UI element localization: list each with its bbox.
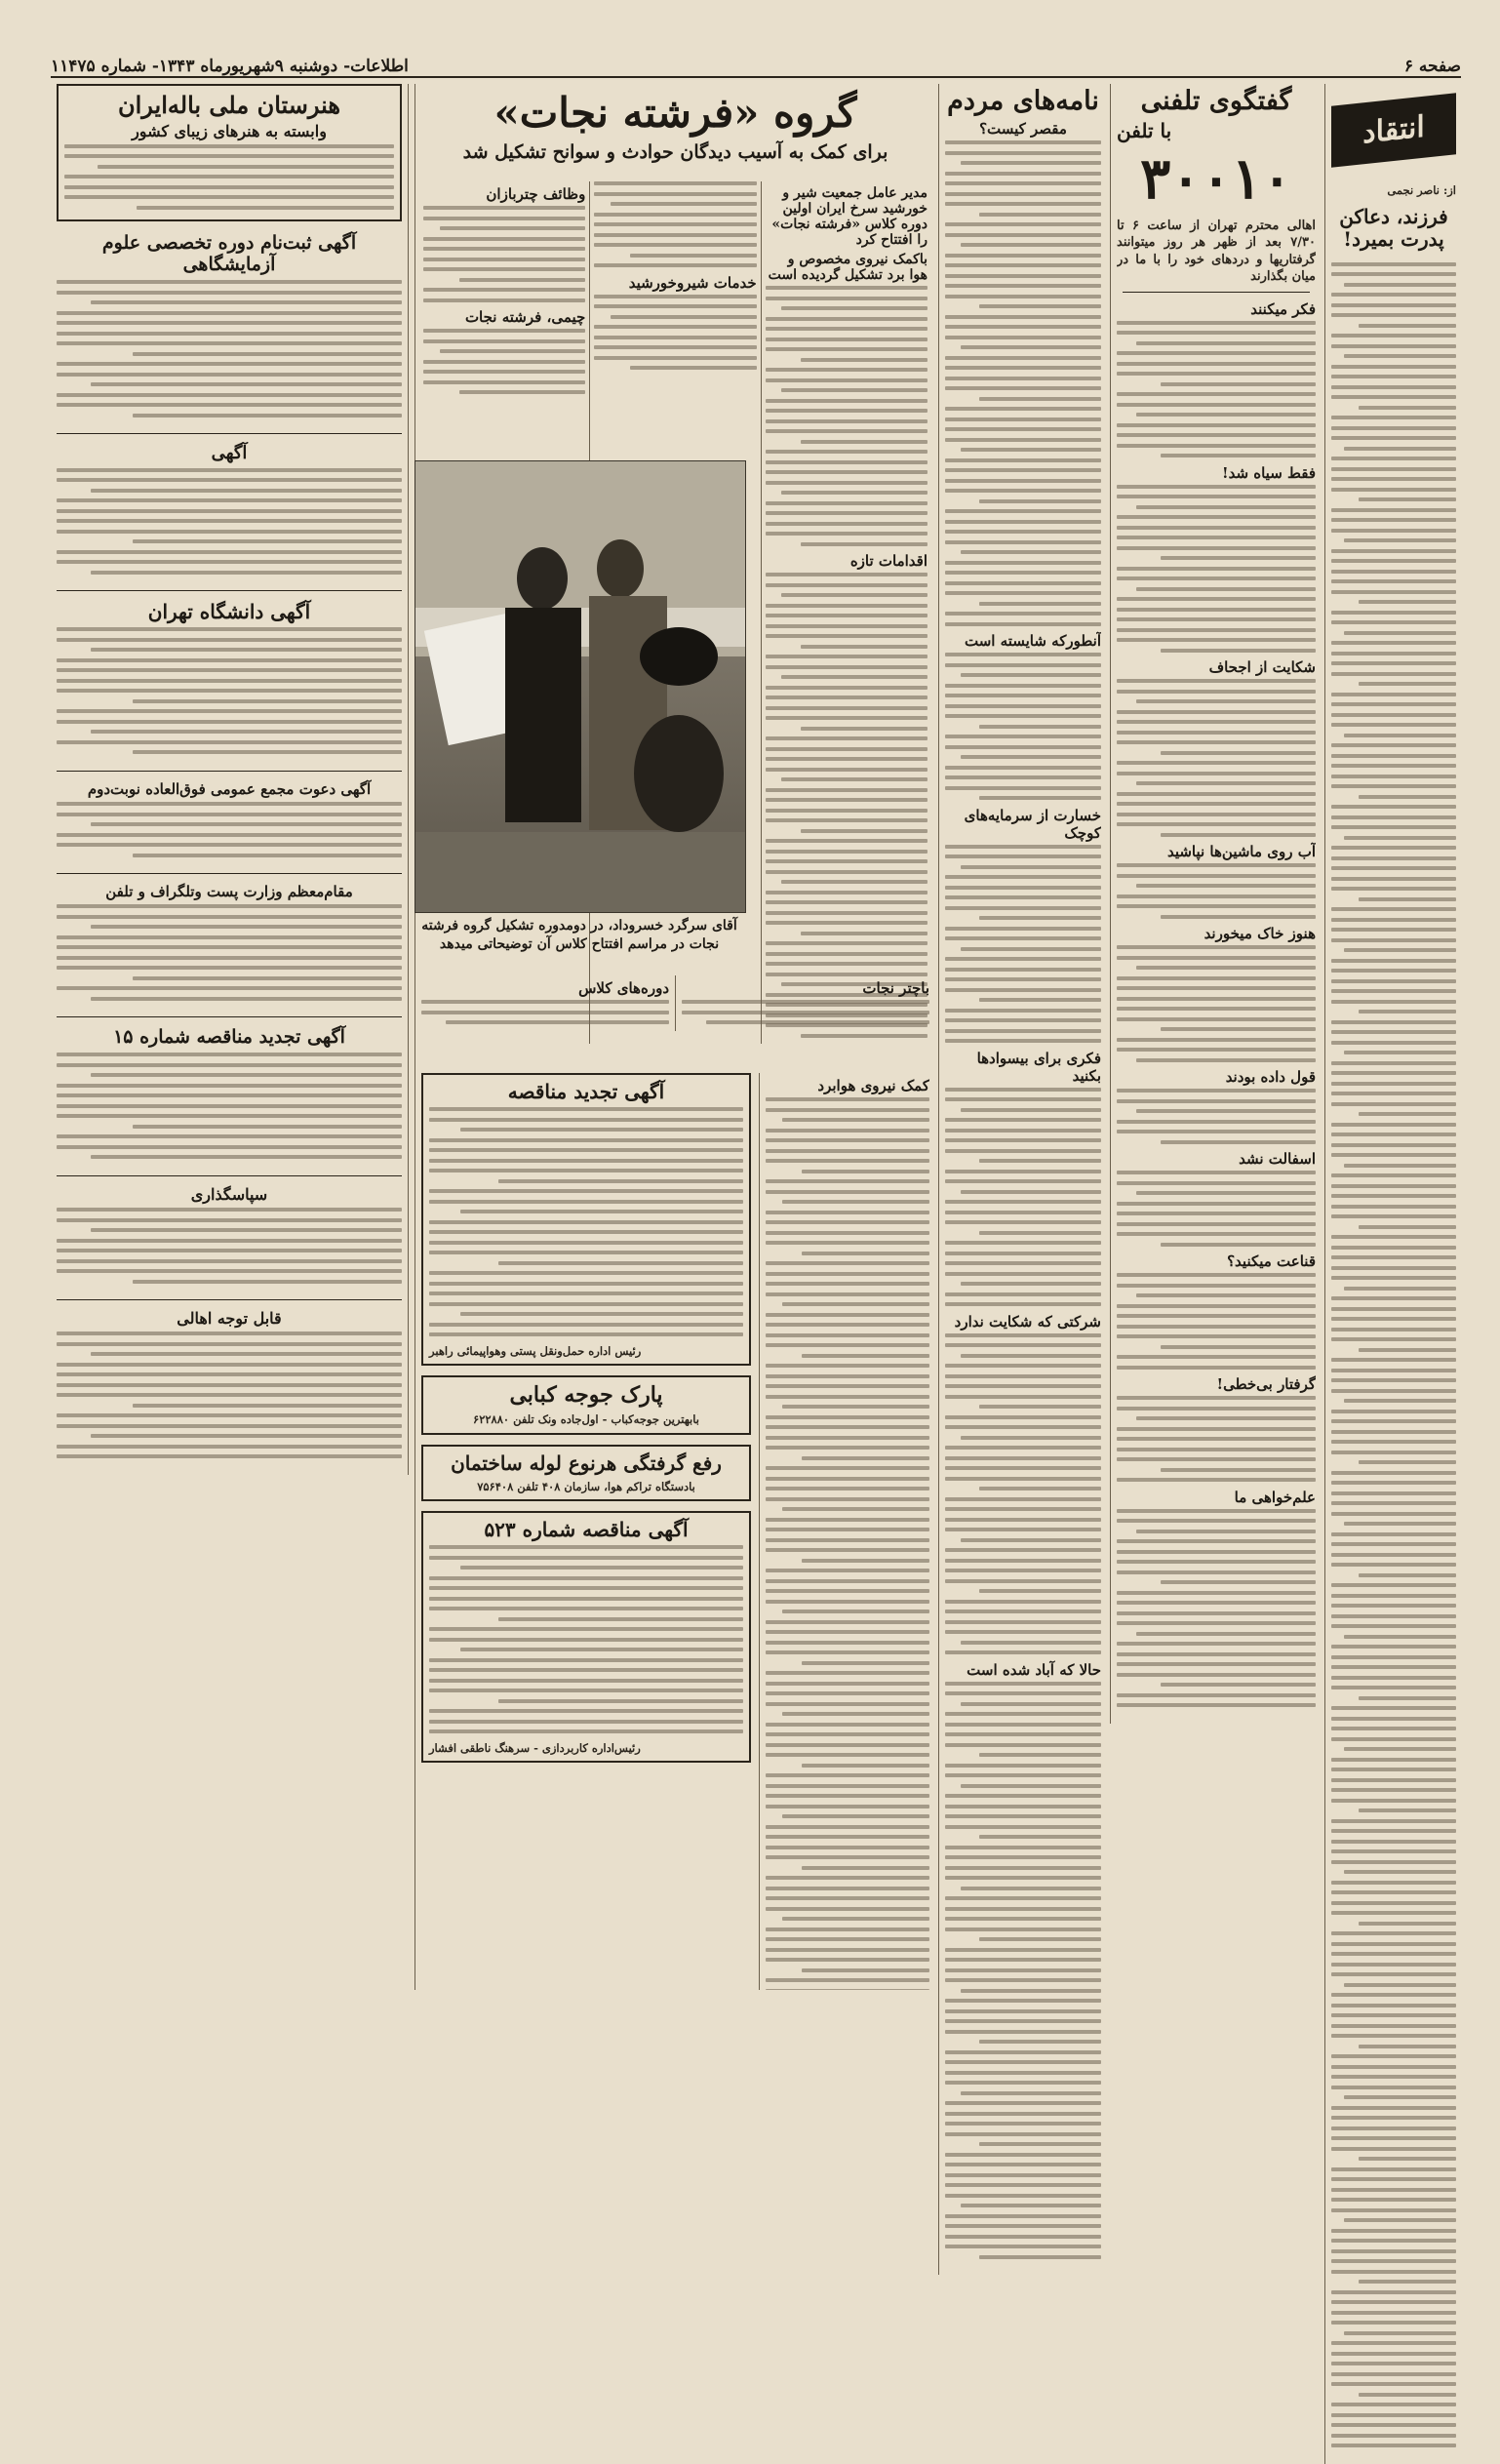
page-number: صفحه ۶ — [1403, 57, 1461, 76]
conservatory-title: هنرستان ملی باله‌ایران — [118, 91, 340, 119]
phone-sub-6: قول داده بودند — [1225, 1068, 1316, 1087]
tender-title: آگهی تجدید مناقصه — [507, 1080, 665, 1103]
column-phone — [1110, 84, 1322, 1724]
uni-ad — [57, 599, 402, 761]
lab-title: آگهی ثبت‌نام دوره تخصصی علوم آزمایشگاهی — [101, 232, 357, 276]
phone-sub-5: هنوز خاک میخورند — [1204, 925, 1316, 943]
rescue-sub-2: باکمک نیروی مخصوص و هوا برد تشکیل گردیده است — [768, 252, 928, 284]
assembly-title: آگهی دعوت مجمع عمومی فوق‌العاده نوبت‌دوم — [87, 779, 372, 798]
lab-ad — [57, 231, 402, 423]
letters-sub-4: فکری برای بیسوادها بکنید — [976, 1049, 1101, 1085]
column-mid-ads — [414, 1073, 757, 1990]
page-header — [51, 51, 1461, 78]
rescue-sub-5: چیمی، فرشته نجات — [464, 308, 586, 327]
critique-body — [1331, 262, 1456, 2448]
letters-sub-5: شرکتی که شکایت ندارد — [954, 1312, 1101, 1331]
phone-title: گفتگوی تلفنی — [1140, 86, 1292, 116]
conservatory-ad — [57, 84, 402, 221]
phone-sub-4: آب روی ماشین‌ها نپاشید — [1166, 843, 1316, 861]
phone-sub-3: شکایت از اجحاف — [1208, 658, 1316, 677]
rescue-sub-6: اقدامات تازه — [849, 552, 928, 571]
post-ad — [57, 882, 402, 1007]
letters-sub-2: آنطورکه شایسته است — [965, 632, 1101, 651]
park-title: پارک جوجه کبابی — [509, 1382, 663, 1408]
ad1-title: آگهی — [211, 443, 248, 464]
phone-sub-9: گرفتار بی‌خطی! — [1216, 1375, 1316, 1394]
issue-line: اطلاعات- دوشنبه ۹شهریورماه ۱۳۴۳- شماره ۱۱۴۷۵ — [51, 57, 409, 76]
phone-sub-1: فکر میکنند — [1250, 299, 1316, 318]
pipe-title: رفع گرفتگی هرنوع لوله ساختمان — [451, 1451, 722, 1475]
tender-sign: رئیس اداره حمل‌ونقل پستی وهواپیمائی راهبر — [429, 1343, 642, 1358]
rescue-col-a — [761, 181, 931, 1044]
letters-sub-3: خسارت از سرمایه‌های کوچک — [964, 806, 1101, 842]
thanks-title: سپاسگذاری — [190, 1184, 268, 1204]
thanks-ad — [57, 1184, 402, 1290]
rescue-photo — [414, 460, 746, 913]
phone-sub-7: اسفالت نشد — [1239, 1150, 1316, 1169]
phone-sub-2: فقط سیاه شد! — [1222, 463, 1316, 482]
rescue-sub-7: باچتر نجات — [862, 979, 929, 997]
letters-sub-1: مقصر کیست؟ — [979, 120, 1067, 139]
rescue-sub-1: مدیر عامل جمعیت شیر و خورشید سرخ ایران اولین دوره کلاس «فرشته نجات» را افتتاح کرد — [771, 185, 928, 249]
tender15-title: آگهی تجدید مناقصه شماره ۱۵ — [113, 1026, 345, 1049]
rescue-deck: برای کمک به آسیب دیدگان حوادث و سوانح تشکیل شد — [462, 141, 888, 164]
conservatory-sub: وابسته به هنرهای زیبای کشور — [132, 121, 327, 140]
column-letters — [938, 84, 1107, 2275]
notice-ad — [57, 1308, 402, 1465]
phone-number: ۳۰۰۱۰ — [1140, 145, 1292, 213]
column-critique — [1324, 84, 1462, 2464]
pipe-line: بادستگاه تراکم هوا، سازمان ۴۰۸ تلفن ۷۵۶۴۰۸ — [477, 1479, 695, 1493]
rescue-sub-8: دوره‌های کلاس — [578, 979, 669, 997]
tender-ad — [421, 1073, 751, 1366]
assembly-ad — [57, 779, 402, 863]
rescue-lower — [414, 975, 935, 1063]
letters-sub-6: حالا که آباد شده است — [967, 1660, 1101, 1679]
tender15-ad — [57, 1025, 402, 1165]
photo-caption: آقای سرگرد خسروداد، در دومدوره تشکیل گروه فرشته نجات در مراسم افتتاح کلاس آن توضیحاتی میدهد — [421, 918, 737, 952]
phone-sub-8: قناعت میکنید؟ — [1227, 1252, 1316, 1271]
notice-title: قابل توجه اهالی — [177, 1309, 282, 1329]
critique-author: از: ناصر نجمی — [1387, 183, 1456, 197]
rescue-sub-4: خدمات شیروخورشید — [628, 273, 757, 292]
phone-sub-10: علم‌خواهی ما — [1234, 1488, 1316, 1506]
critique-headline: فرزند، دعاکن پدرت بمیرد! — [1339, 204, 1448, 251]
phone-intro: اهالی محترم تهران از ساعت ۶ تا ۷/۳۰ بعد از ظهر هر روز میتوانند گرفتاریها و دردهای خود را با ما در میان بگذارند — [1117, 218, 1316, 285]
rescue-title: گروه «فرشته نجات» — [493, 89, 857, 137]
letters-title: نامه‌های مردم — [947, 86, 1099, 116]
rescue-sub-9: کمک نیروی هوابرد — [817, 1077, 929, 1094]
post-title: مقام‌معظم وزارت پست وتلگراف و تلفن — [105, 883, 353, 901]
rescue-sub-3: وظائف چتربازان — [486, 185, 586, 204]
tender523-sign: رئیس‌اداره کاربردازی - سرهنگ ناطقی افشار — [429, 1740, 641, 1755]
tender523-ad — [421, 1511, 751, 1763]
phone-subtitle: با تلفن — [1117, 119, 1172, 143]
critique-masthead: انتقاد — [1331, 93, 1456, 167]
uni-title: آگهی دانشگاه تهران — [147, 600, 311, 624]
park-line: بابهترین جوجه‌کباب - اول‌جاده ونک تلفن ۶۲۲۸۸۰ — [473, 1412, 699, 1427]
pipe-ad — [421, 1445, 751, 1502]
photo-illustration — [415, 461, 745, 912]
rescue-continued — [759, 1073, 935, 1990]
park-ad — [421, 1375, 751, 1435]
ad1 — [57, 442, 402, 580]
column-ads — [51, 84, 409, 1475]
tender523-title: آگهی مناقصه شماره ۵۲۳ — [484, 1518, 689, 1542]
